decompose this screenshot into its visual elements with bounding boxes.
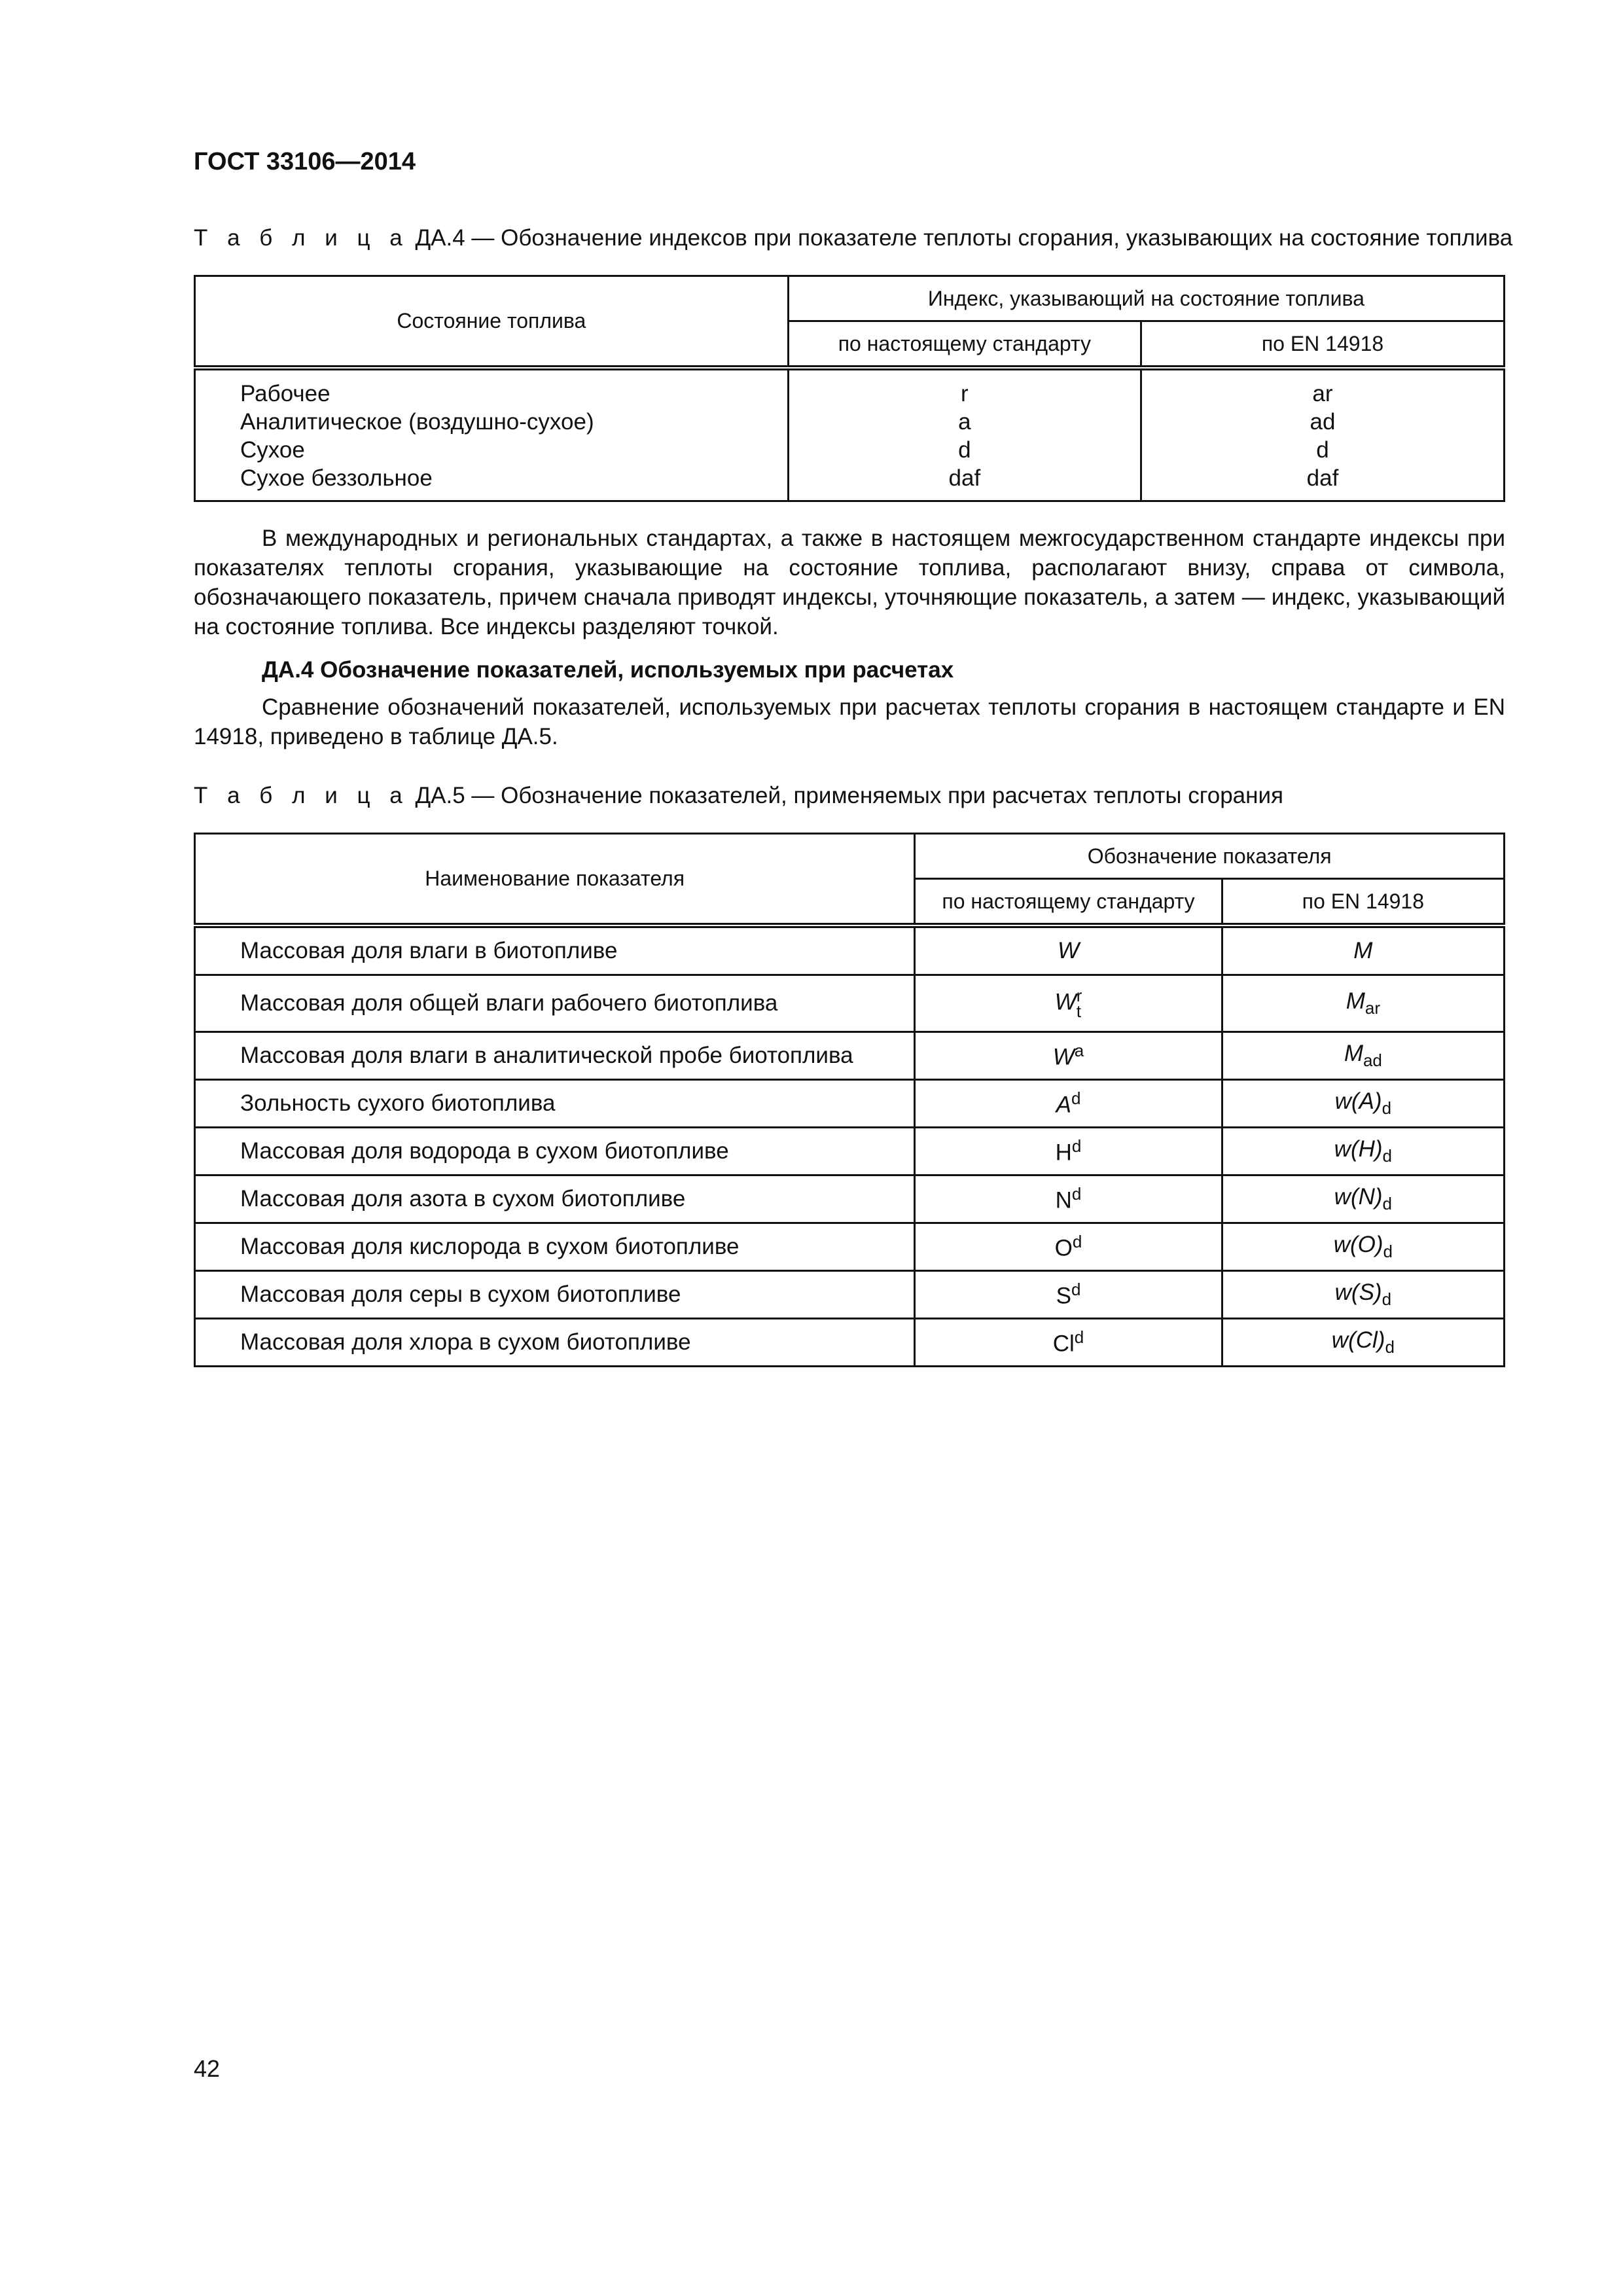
symbol-base: M	[1353, 938, 1373, 963]
symbol-sub: d	[1382, 1146, 1393, 1166]
table4-caption	[194, 225, 1512, 251]
table4-state-cell	[195, 368, 789, 501]
table5-en-symbol	[1222, 1319, 1504, 1367]
table5-caption	[194, 783, 1283, 809]
table5-header-group: Обозначение показателя	[915, 834, 1505, 879]
table5-en-symbol	[1222, 1223, 1504, 1271]
symbol-base: W	[1052, 1044, 1075, 1070]
table4-std-index: a	[958, 409, 971, 435]
symbol-sub: d	[1382, 1194, 1393, 1213]
table5-caption-prefix: Т а б л и ц а	[194, 783, 409, 808]
table5-row-name: Массовая доля влаги в аналитической пробе биотоплива	[195, 1032, 915, 1080]
symbol-base: N	[1055, 1187, 1072, 1213]
symbol-sub: d	[1385, 1337, 1395, 1357]
symbol-sup: d	[1071, 1184, 1082, 1204]
symbol-sup: d	[1072, 1232, 1082, 1252]
symbol-sup: d	[1071, 1088, 1081, 1109]
table5-std-symbol	[915, 925, 1222, 975]
table4-std-index: daf	[948, 465, 981, 491]
table4-std-index: r	[961, 381, 969, 406]
table5-en-symbol	[1222, 975, 1504, 1032]
table5-header-en: по EN 14918	[1222, 879, 1504, 926]
section-heading: ДА.4 Обозначение показателей, используемых при расчетах	[262, 657, 954, 683]
table5-std-symbol	[915, 1271, 1222, 1319]
table4-en-index: ar	[1312, 381, 1333, 406]
table5-header-std: по настоящему стандарту	[915, 879, 1222, 926]
paragraph-comparison	[194, 692, 1505, 751]
table4-en-cell	[1141, 368, 1504, 501]
table4-state: Сухое беззольное	[240, 465, 433, 491]
symbol-base: H	[1055, 1139, 1072, 1166]
symbol-sub: d	[1382, 1289, 1392, 1309]
table5-std-symbol	[915, 975, 1222, 1032]
symbol-base: w(S)	[1334, 1280, 1382, 1305]
table-da5	[194, 833, 1505, 1367]
symbol-sub: ad	[1363, 1050, 1382, 1070]
symbol-base: M	[1344, 1041, 1363, 1066]
table4-state: Сухое	[240, 437, 305, 463]
symbol-base: W	[1054, 989, 1077, 1015]
table4-en-index: ad	[1310, 409, 1336, 435]
table4-header-group: Индекс, указывающий на состояние топлива	[788, 276, 1504, 321]
table4-header-state: Состояние топлива	[195, 276, 789, 368]
symbol-sub: t	[1076, 1001, 1081, 1021]
symbol-sup: d	[1071, 1280, 1081, 1300]
paragraph-comparison-text: Сравнение обозначений показателей, используемых при расчетах теплоты сгорания в настоящем стандарте и EN 14918, приведено в таблице ДА.5.	[194, 694, 1505, 749]
table5-row-name: Массовая доля общей влаги рабочего биотоплива	[195, 975, 915, 1032]
table4-state: Рабочее	[240, 381, 330, 406]
symbol-sub: d	[1383, 1242, 1393, 1261]
table5-en-symbol	[1222, 925, 1504, 975]
table5-en-symbol	[1222, 1271, 1504, 1319]
table4-en-index: daf	[1306, 465, 1339, 491]
table4-header-std: по настоящему стандарту	[788, 321, 1141, 368]
symbol-base: W	[1057, 938, 1080, 963]
symbol-base: w(H)	[1334, 1136, 1383, 1162]
table5-std-symbol	[915, 1175, 1222, 1223]
table5-row-name: Массовая доля водорода в сухом биотопливе	[195, 1128, 915, 1175]
table4-caption-text: ДА.4 — Обозначение индексов при показателе теплоты сгорания, указывающих на состояние топлива	[408, 225, 1513, 251]
symbol-base: w(O)	[1333, 1232, 1383, 1257]
table5-std-symbol	[915, 1032, 1222, 1080]
symbol-sup: d	[1074, 1327, 1084, 1348]
table5-row-name: Массовая доля влаги в биотопливе	[195, 925, 915, 975]
symbol-base: O	[1054, 1235, 1073, 1261]
paragraph-indices-text: В международных и региональных стандартах, а также в настоящем межгосударственном стандарте индексы при показателях теплоты сгорания, указывающие на состояние топлива, располагают внизу, справа от символа, обозначающего показатель, причем сначала приводят индексы, уточняющие показатель, а затем — индекс, указывающий на состояние топлива. Все индексы разделяют точкой.	[194, 526, 1505, 639]
symbol-base: Cl	[1052, 1331, 1075, 1357]
table5-en-symbol	[1222, 1175, 1504, 1223]
symbol-sup: r	[1076, 986, 1082, 1005]
table4-std-index: d	[958, 437, 971, 463]
table4-std-cell	[788, 368, 1141, 501]
table5-en-symbol	[1222, 1032, 1504, 1080]
symbol-base: w(N)	[1334, 1184, 1383, 1210]
symbol-base: A	[1056, 1092, 1071, 1118]
symbol-base: S	[1056, 1283, 1071, 1309]
table5-row-name: Массовая доля хлора в сухом биотопливе	[195, 1319, 915, 1367]
table5-header-name: Наименование показателя	[195, 834, 915, 926]
table5-std-symbol	[915, 1223, 1222, 1271]
paragraph-indices	[194, 524, 1505, 641]
symbol-sup: d	[1071, 1136, 1082, 1157]
symbol-sup: a	[1074, 1041, 1084, 1061]
table5-en-symbol	[1222, 1080, 1504, 1128]
symbol-base: M	[1346, 988, 1365, 1014]
table4-caption-prefix: Т а б л и ц а	[194, 225, 409, 251]
symbol-base: w(Cl)	[1331, 1327, 1385, 1353]
table4-header-en: по EN 14918	[1141, 321, 1504, 368]
table4-en-index: d	[1316, 437, 1329, 463]
table5-row-name: Массовая доля кислорода в сухом биотопливе	[195, 1223, 915, 1271]
table5-std-symbol	[915, 1080, 1222, 1128]
page-number: 42	[194, 2055, 221, 2082]
table5-row-name: Массовая доля серы в сухом биотопливе	[195, 1271, 915, 1319]
table-da4	[194, 275, 1505, 502]
symbol-sub: d	[1382, 1098, 1392, 1118]
table5-row-name: Зольность сухого биотоплива	[195, 1080, 915, 1128]
table5-row-name: Массовая доля азота в сухом биотопливе	[195, 1175, 915, 1223]
symbol-base: w(A)	[1334, 1088, 1382, 1114]
table5-std-symbol	[915, 1128, 1222, 1175]
document-header: ГОСТ 33106—2014	[194, 148, 416, 175]
table5-caption-text: ДА.5 — Обозначение показателей, применяемых при расчетах теплоты сгорания	[408, 783, 1283, 808]
table5-std-symbol	[915, 1319, 1222, 1367]
symbol-sub: ar	[1364, 998, 1380, 1018]
table5-en-symbol	[1222, 1128, 1504, 1175]
table4-state: Аналитическое (воздушно-сухое)	[240, 409, 594, 435]
